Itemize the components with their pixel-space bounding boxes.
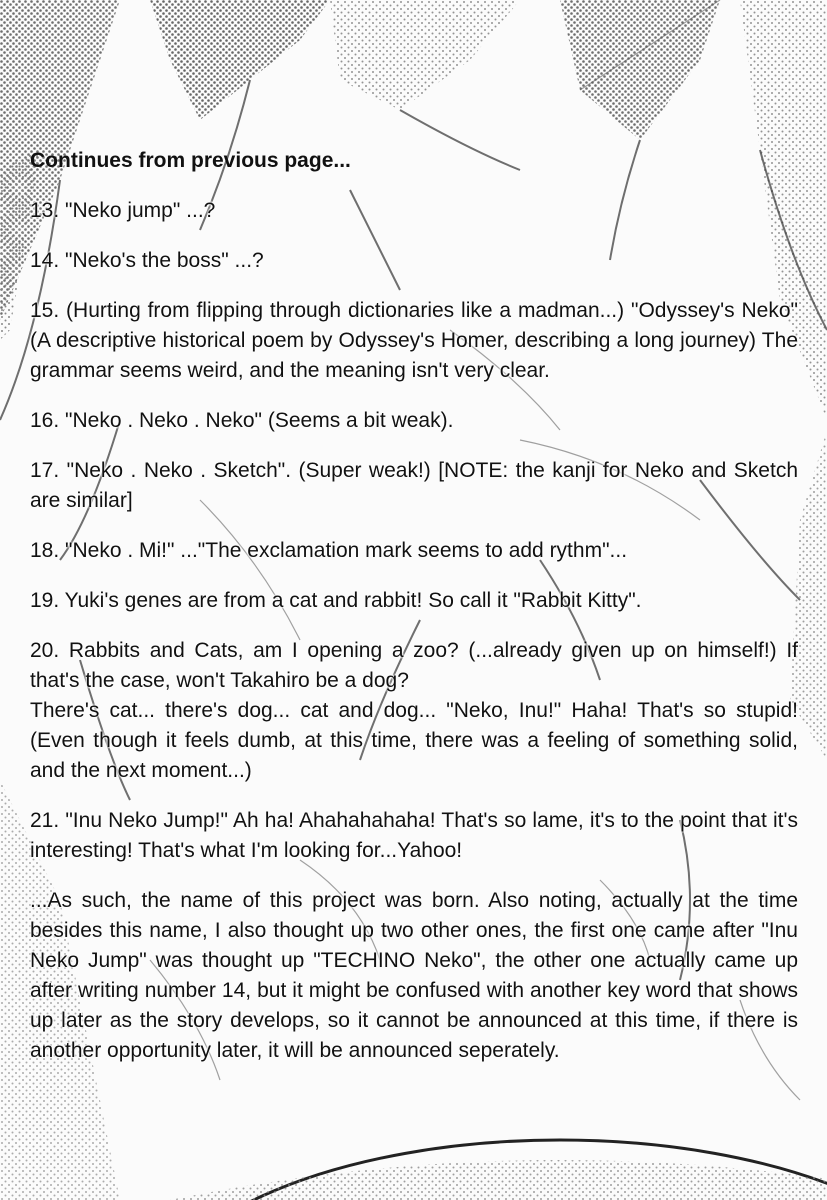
list-item (30, 536, 798, 566)
list-item (30, 586, 798, 616)
list-item (30, 806, 798, 866)
list-item (30, 246, 798, 276)
screentone-top-right (560, 0, 720, 140)
list-item (30, 196, 798, 226)
list-item (30, 406, 798, 436)
screentone-top-left-ear (150, 0, 330, 120)
item-18-text: 18. "Neko . Mi!" ..."The exclamation mark seems to add rythm"... (30, 539, 628, 562)
translation-notes (30, 146, 798, 1086)
list-item (30, 456, 798, 516)
item-21-text: 21. "Inu Neko Jump!" Ah ha! Ahahahahaha! That's so lame, it's to the point that it's interesting! That's what I'm looking for...Yahoo! (30, 809, 798, 862)
closing-paragraph (30, 886, 798, 1066)
list-item (30, 636, 798, 786)
screentone-head-bottom (170, 1160, 827, 1200)
item-19-text: 19. Yuki's genes are from a cat and rabbit! So call it "Rabbit Kitty". (30, 589, 642, 612)
item-16-text: 16. "Neko . Neko . Neko" (Seems a bit weak). (30, 409, 454, 432)
list-item (30, 296, 798, 386)
continuation-heading: Continues from previous page... (30, 149, 351, 172)
item-17-text: 17. "Neko . Neko . Sketch". (Super weak!) [NOTE: the kanji for Neko and Sketch are similar] (30, 459, 798, 512)
item-15-text: 15. (Hurting from flipping through dictionaries like a madman...) "Odyssey's Neko" (A descriptive historical poem by Odyssey's Homer, describing a long journey) The grammar seems weird, and the meaning isn't very clear. (30, 299, 798, 382)
item-20-text: 20. Rabbits and Cats, am I opening a zoo? (...already given up on himself!) If that's the case, won't Takahiro be a dog? (30, 639, 798, 692)
item-20-continuation: There's cat... there's dog... cat and dog... "Neko, Inu!" Haha! That's so stupid! (Even though it feels dumb, at this time, there was a feeling of something solid, and the next moment...) (30, 699, 798, 782)
item-14-text: 14. "Neko's the boss" ...? (30, 249, 264, 272)
closing-text: ...As such, the name of this project was born. Also noting, actually at the time besides this name, I also thought up two other ones, the first one came after "Inu Neko Jump" was thought up "TECHINO Neko", the other one actually came up after writing number 14, but it might be confused with another key word that shows up later as the story develops, so it cannot be announced at this time, if there is another opportunity later, it will be announced seperately. (30, 889, 798, 1062)
item-13-text: 13. "Neko jump" ...? (30, 199, 216, 222)
screentone-top-center (330, 0, 520, 110)
